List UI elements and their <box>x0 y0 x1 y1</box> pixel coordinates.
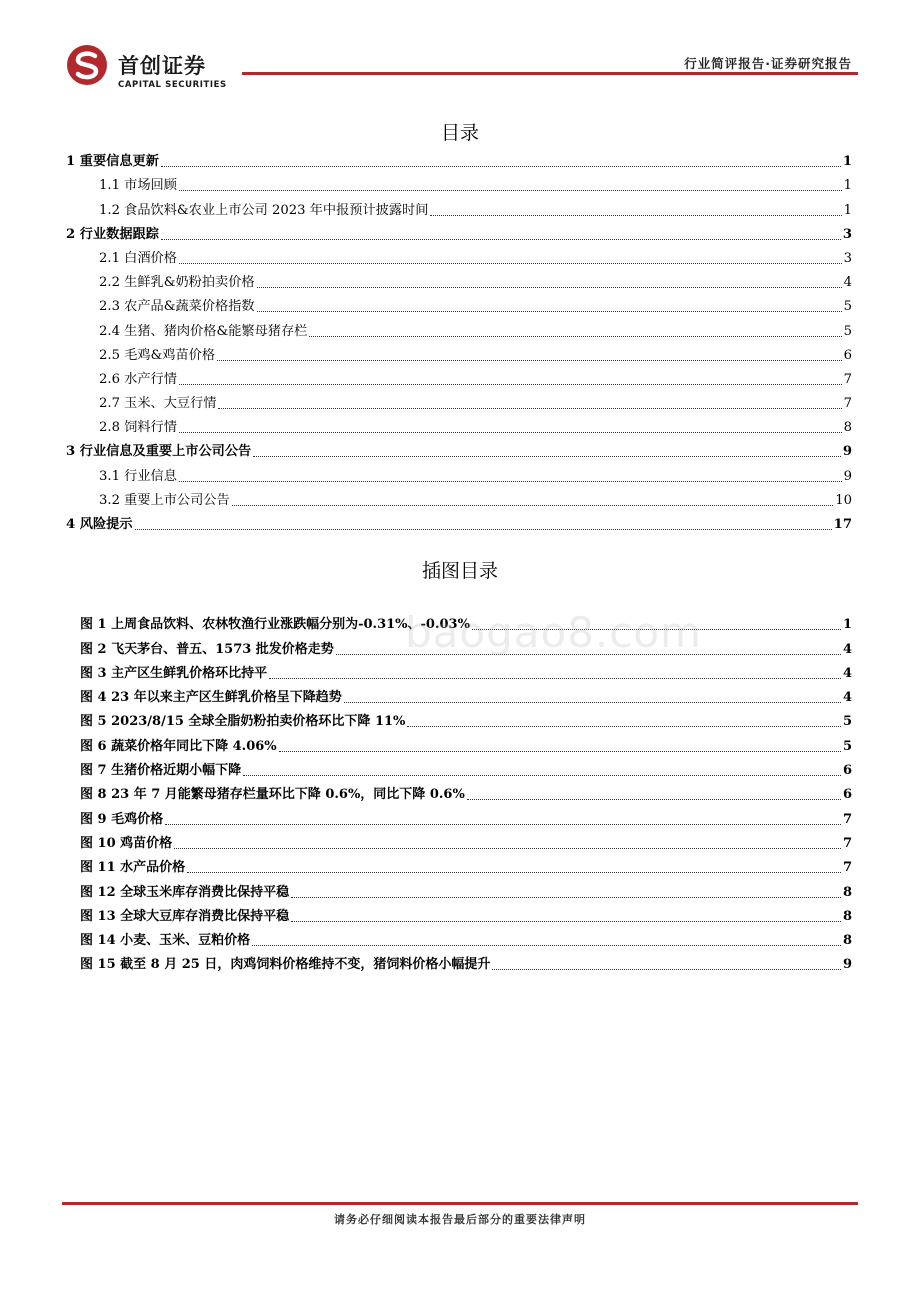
dot-leader <box>243 774 841 776</box>
dot-leader <box>407 725 841 727</box>
figure-entry[interactable] <box>80 658 852 682</box>
dot-leader <box>344 701 841 703</box>
toc-entry[interactable] <box>66 340 852 364</box>
toc-entry-page: 9 <box>843 468 852 484</box>
figure-entry-label: 图 7 生猪价格近期小幅下降 <box>80 763 242 779</box>
figure-entry-label: 图 9 毛鸡价格 <box>80 811 164 827</box>
dot-leader <box>269 677 841 679</box>
figure-entry-label: 图 1 上周食品饮料、农林牧渔行业涨跌幅分别为-0.31%、-0.03% <box>80 617 470 633</box>
dot-leader <box>174 847 841 849</box>
figure-entry-page: 6 <box>842 787 852 803</box>
figure-entry[interactable] <box>80 755 852 779</box>
toc-entry[interactable] <box>66 412 852 436</box>
brand-name-en: CAPITAL SECURITIES <box>118 80 227 90</box>
figure-entry[interactable] <box>80 852 852 876</box>
report-type: 行业简评报告·证券研究报告 <box>684 56 852 71</box>
figure-index-title: 插图目录 <box>421 560 498 582</box>
toc-entry[interactable] <box>66 219 852 243</box>
toc-entry-label: 4 风险提示 <box>66 517 133 532</box>
dot-leader <box>187 871 841 873</box>
dot-leader <box>309 335 841 337</box>
figure-entry[interactable] <box>80 803 852 827</box>
figure-entry[interactable] <box>80 949 852 973</box>
figure-entry-page: 4 <box>842 665 852 681</box>
toc-entry-page: 1 <box>842 154 852 170</box>
toc-entry-page: 5 <box>843 299 852 315</box>
toc-entry-label: 2.7 玉米、大豆行情 <box>99 396 217 412</box>
dot-leader <box>279 750 841 752</box>
dot-leader <box>252 944 841 946</box>
toc-list <box>66 146 852 533</box>
figure-entry-label: 图 11 水产品价格 <box>80 860 186 876</box>
dot-leader <box>161 238 841 240</box>
figure-entry-page: 5 <box>842 738 852 754</box>
toc-entry-page: 3 <box>843 250 852 266</box>
toc-entry[interactable] <box>66 509 852 533</box>
dot-leader <box>179 383 842 385</box>
figure-entry-label: 图 6 蔬菜价格年同比下降 4.06% <box>80 738 277 754</box>
watermark: baogao8.com <box>405 608 702 657</box>
figure-entry-page: 5 <box>842 714 852 730</box>
figure-entry-page: 1 <box>842 617 852 633</box>
dot-leader <box>253 455 841 457</box>
dot-leader <box>179 262 842 264</box>
toc-entry-label: 1 重要信息更新 <box>66 154 159 170</box>
figure-entry[interactable] <box>80 682 852 706</box>
brand-name-cn: 首创证券 <box>118 54 206 78</box>
figure-entry-page: 8 <box>842 908 852 924</box>
figure-entry-label: 图 8 23 年 7 月能繁母猪存栏量环比下降 0.6%，同比下降 0.6% <box>80 787 465 803</box>
figure-entry-page: 7 <box>842 835 852 851</box>
toc-entry-label: 2.4 生猪、猪肉价格&能繁母猪存栏 <box>99 323 308 339</box>
toc-entry[interactable] <box>66 243 852 267</box>
toc-entry-label: 2.5 毛鸡&鸡苗价格 <box>99 347 216 363</box>
capital-securities-logo-icon <box>66 44 108 86</box>
figure-entry[interactable] <box>80 779 852 803</box>
figure-entry-label: 图 3 主产区生鲜乳价格环比持平 <box>80 665 268 681</box>
dot-leader <box>257 310 842 312</box>
toc-entry-label: 2.3 农产品&蔬菜价格指数 <box>99 299 255 315</box>
toc-entry-label: 1.1 市场回顾 <box>99 178 177 194</box>
toc-entry-label: 2.6 水产行情 <box>99 371 177 387</box>
figure-entry-page: 6 <box>842 763 852 779</box>
figure-entry-label: 图 12 全球玉米库存消费比保持平稳 <box>80 884 290 900</box>
figure-entry-label: 图 14 小麦、玉米、豆粕价格 <box>80 933 251 949</box>
toc-entry-page: 5 <box>843 323 852 339</box>
dot-leader <box>218 407 841 409</box>
figure-entry-label: 图 2 飞天茅台、普五、1573 批发价格走势 <box>80 641 334 657</box>
toc-entry-label: 3.1 行业信息 <box>99 468 177 484</box>
figure-entry-page: 7 <box>842 811 852 827</box>
dot-leader <box>161 165 841 167</box>
figure-entry[interactable] <box>80 901 852 925</box>
footer-rule <box>62 1202 858 1205</box>
toc-entry[interactable] <box>66 364 852 388</box>
toc-entry-page: 6 <box>843 347 852 363</box>
figure-entry-page: 8 <box>842 884 852 900</box>
toc-entry-label: 2.2 生鲜乳&奶粉拍卖价格 <box>99 275 255 291</box>
figure-entry[interactable] <box>80 730 852 754</box>
dot-leader <box>179 189 842 191</box>
toc-entry-page: 17 <box>833 517 852 532</box>
dot-leader <box>467 798 841 800</box>
figure-entry[interactable] <box>80 706 852 730</box>
toc-entry[interactable] <box>66 388 852 412</box>
toc-entry[interactable] <box>66 291 852 315</box>
figure-entry-page: 7 <box>842 860 852 876</box>
toc-entry-label: 3 行业信息及重要上市公司公告 <box>66 444 252 460</box>
dot-leader <box>291 896 841 898</box>
toc-entry-label: 3.2 重要上市公司公告 <box>99 492 230 508</box>
toc-entry-label: 2.1 白酒价格 <box>99 250 177 266</box>
header-rule <box>242 72 858 75</box>
figure-entry-label: 图 15 截至 8 月 25 日，肉鸡饲料价格维持不变，猪饲料价格小幅提升 <box>80 957 491 973</box>
dot-leader <box>291 920 841 922</box>
figure-entry-page: 4 <box>842 641 852 657</box>
toc-title: 目录 <box>440 122 479 144</box>
toc-entry[interactable] <box>66 436 852 460</box>
toc-entry-page: 10 <box>835 492 852 508</box>
toc-entry-page: 1 <box>843 178 852 194</box>
figure-entry[interactable] <box>80 925 852 949</box>
figure-entry-label: 图 4 23 年以来主产区生鲜乳价格呈下降趋势 <box>80 690 342 706</box>
dot-leader <box>135 528 832 530</box>
toc-entry[interactable] <box>66 170 852 194</box>
toc-entry[interactable] <box>66 267 852 291</box>
toc-entry[interactable] <box>66 146 852 170</box>
toc-entry[interactable] <box>66 194 852 218</box>
toc-entry-page: 7 <box>843 371 852 387</box>
toc-entry-page: 7 <box>843 396 852 412</box>
toc-entry[interactable] <box>66 485 852 509</box>
dot-leader <box>430 214 841 216</box>
toc-entry-page: 3 <box>842 226 852 242</box>
dot-leader <box>217 359 842 361</box>
toc-entry-page: 9 <box>842 444 852 460</box>
toc-entry[interactable] <box>66 460 852 484</box>
toc-entry[interactable] <box>66 315 852 339</box>
toc-entry-label: 2.8 饲料行情 <box>99 420 177 436</box>
figure-entry-page: 8 <box>842 933 852 949</box>
figure-entry-page: 9 <box>842 957 852 973</box>
figure-entry[interactable] <box>80 828 852 852</box>
dot-leader <box>165 823 841 825</box>
toc-entry-page: 1 <box>843 202 852 218</box>
toc-entry-label: 1.2 食品饮料&农业上市公司 2023 年中报预计披露时间 <box>99 202 429 218</box>
toc-entry-page: 8 <box>843 420 852 436</box>
figure-entry-page: 4 <box>842 690 852 706</box>
dot-leader <box>179 480 842 482</box>
dot-leader <box>257 286 842 288</box>
toc-entry-page: 4 <box>843 275 852 291</box>
figure-entry-label: 图 13 全球大豆库存消费比保持平稳 <box>80 908 290 924</box>
page-header <box>62 38 858 98</box>
toc-entry-label: 2 行业数据跟踪 <box>66 226 159 242</box>
figure-entry-label: 图 5 2023/8/15 全球全脂奶粉拍卖价格环比下降 11% <box>80 714 406 730</box>
dot-leader <box>232 504 834 506</box>
figure-index-list <box>80 609 852 973</box>
figure-entry[interactable] <box>80 876 852 900</box>
dot-leader <box>492 968 841 970</box>
dot-leader <box>179 431 842 433</box>
footer-disclaimer: 请务必仔细阅读本报告最后部分的重要法律声明 <box>334 1213 586 1226</box>
figure-entry-label: 图 10 鸡苗价格 <box>80 835 173 851</box>
